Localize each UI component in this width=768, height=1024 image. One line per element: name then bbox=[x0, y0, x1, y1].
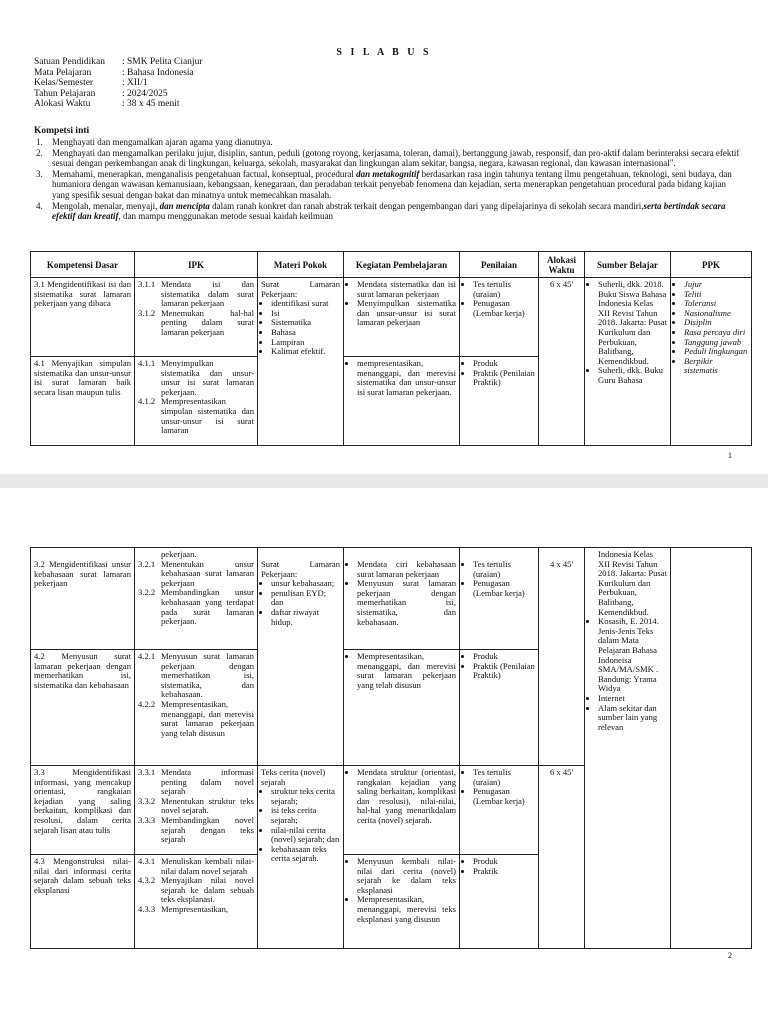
kegiatan-cell bbox=[344, 548, 460, 650]
ipk-cell bbox=[135, 278, 258, 357]
list-item: • Produk bbox=[473, 857, 535, 867]
kd-cell: 4.1 Menyajikan simpulan sistematika dan unsur-unsur isi surat lamaran baik secara lisan maupun tulis bbox=[31, 357, 135, 446]
kd-cell: 3.3 Mengidentifikasi informasi, yang mencakup orientasi, rangkaian kejadian yang saling berkaitan, komplikasi dan resolusi, dalam cerita sejarah lisan atau tulis bbox=[31, 766, 135, 855]
kegiatan-cell bbox=[344, 766, 460, 855]
ipk-code: 3.2.1 bbox=[138, 558, 156, 569]
kegiatan-cell bbox=[344, 357, 460, 446]
ki-text: Mengolah, menalar, menyaji, bbox=[52, 200, 160, 211]
ki-emphasis: dan mencipta bbox=[159, 200, 210, 211]
ipk-text: Menyusun surat lamaran pekerjaan dengan memerhatikan isi, sistematika, dan kebahasaan. bbox=[161, 651, 254, 700]
ki-number: 2. bbox=[36, 147, 43, 158]
alokasi-cell: 6 x 45' bbox=[539, 766, 585, 949]
ipk-text: Menemukan hal-hal penting dalam surat lamaran pekerjaan bbox=[161, 307, 254, 337]
ki-emphasis: serta bertindak secara efektif dan kreatif bbox=[52, 200, 726, 222]
identity-value: : 2024/2025 bbox=[122, 88, 168, 99]
ki-emphasis: dan metakognitif bbox=[356, 168, 420, 179]
materi-list bbox=[261, 579, 340, 627]
identity-value: : Bahasa Indonesia bbox=[122, 67, 194, 78]
penilaian-cell bbox=[460, 357, 539, 446]
penilaian-list bbox=[463, 280, 535, 318]
list-item: • Suherli, dkk. Buku Guru Bahasa bbox=[598, 366, 667, 385]
penilaian-list bbox=[463, 560, 535, 598]
identity-label: Mata Pelajaran bbox=[34, 67, 92, 78]
ipk-cell bbox=[135, 766, 258, 855]
list-item: • Toleransi bbox=[684, 299, 748, 309]
ki-item bbox=[36, 168, 744, 201]
ipk-cell bbox=[135, 855, 258, 949]
penilaian-list bbox=[463, 652, 535, 681]
materi-list bbox=[261, 787, 340, 864]
list-item: • Mendata struktur (orientasi, rangkaian kejadian yang saling berkaitan, komplikasi dan resolusi), nilai-nilai, hal-hal yang menarikdalam cerita (novel) sejarah. bbox=[357, 768, 456, 826]
ki-text: Memahami, menerapkan, menganalisis pengetahuan factual, konseptual, procedural bbox=[52, 168, 357, 179]
kd-cell: 3.1 Mengidentifikasi isi dan sistematika surat lamaran pekerjaan yang dibaca bbox=[31, 278, 135, 357]
list-item: • Penugasan (Lembar kerja) bbox=[473, 579, 535, 598]
identity-label: Alokasi Waktu bbox=[34, 99, 91, 110]
ipk-cell bbox=[135, 357, 258, 446]
ipk-text: Menentukan struktur teks novel sejarah. bbox=[161, 795, 254, 816]
list-item: • kebahasaan teks cerita sejarah. bbox=[271, 845, 340, 864]
list-item: • Penugasan (Lembar kerja) bbox=[473, 787, 535, 806]
ppk-list bbox=[674, 280, 748, 376]
list-item: • Kosasih, E. 2014. Jenis-Jenis Teks dalam Mata Pelajaran Bahasa Indoneisa SMA/MA/SMK . Bandung: Yrama Widya bbox=[598, 617, 667, 694]
header-penilaian: Penilaian bbox=[460, 252, 539, 278]
identity-label: Kelas/Semester bbox=[34, 78, 94, 89]
ipk-item bbox=[138, 797, 254, 816]
list-item: • Tes tertulis (uraian) bbox=[473, 280, 535, 299]
materi-intro: Surat Lamaran Pekerjaan: bbox=[261, 279, 340, 299]
ipk-item bbox=[138, 359, 254, 397]
ipk-item bbox=[138, 397, 254, 435]
sumber-cell bbox=[585, 278, 671, 446]
penilaian-list bbox=[463, 857, 535, 876]
list-item: • Peduli lingkungan bbox=[684, 347, 748, 357]
list-item: • Disiplin bbox=[684, 318, 748, 328]
list-item: • Jujur bbox=[684, 280, 748, 290]
list-item: • daftar riwayat hidup. bbox=[271, 608, 340, 627]
identity-label: Tahun Pelajaran bbox=[34, 88, 96, 99]
ipk-item bbox=[138, 560, 254, 589]
ipk-cell bbox=[135, 650, 258, 766]
list-item: • Praktik (Penilaian Praktik) bbox=[473, 369, 535, 388]
ipk-code: 4.2.2 bbox=[138, 698, 156, 709]
list-item: • Kalimat efektif. bbox=[271, 347, 340, 357]
document-title: S I L A B U S bbox=[336, 47, 432, 58]
page-number: 1 bbox=[728, 451, 732, 460]
ipk-text: pekerjaan. bbox=[161, 549, 197, 559]
identity-row bbox=[34, 89, 203, 100]
ipk-item bbox=[138, 652, 254, 700]
syllabus-table-page-1 bbox=[30, 251, 752, 446]
ipk-text: Mendata informasi penting dalam novel sejarah bbox=[161, 767, 254, 797]
table-row bbox=[31, 278, 752, 357]
ipk-text: Menuliskan kembali nilai-nilai dalam novel sejarah bbox=[161, 856, 254, 876]
sumber-continued: Indonesia Kelas XII Revisi Tahun 2018. Jakarta: Pusat Kurikulum dan Perbukuan, Balitbang, Kemendikbud. bbox=[598, 549, 667, 617]
identity-value: : SMK Pelita Cianjur bbox=[122, 57, 203, 67]
header-kegiatan: Kegiatan Pembelajaran bbox=[344, 252, 460, 278]
identity-value: : XII/1 bbox=[122, 78, 148, 89]
list-item: • Sistematika bbox=[271, 318, 340, 328]
ipk-text: Menyajikan nilai novel sejarah ke dalam sebuah teks eksplanasi. bbox=[161, 875, 254, 905]
list-item: • Berpikir sistematis bbox=[684, 357, 748, 376]
ipk-code: 3.2.2 bbox=[138, 587, 156, 598]
list-item: • identifikasi surat bbox=[271, 299, 340, 309]
ipk-code: 4.3.3 bbox=[138, 903, 156, 914]
kegiatan-list bbox=[347, 857, 456, 924]
list-item: • Mendata sistematika dan isi surat lamaran pekerjaan bbox=[357, 280, 456, 299]
materi-intro: Surat Lamaran Pekerjaan: bbox=[261, 559, 340, 579]
header-materi: Materi Pokok bbox=[258, 252, 344, 278]
ki-text: dalam ranah konkret dan ranah abstrak terkait dengan pengembangan dari yang dipelajarinya di sekolah secara mandiri, bbox=[209, 200, 644, 211]
ipk-code: 4.3.2 bbox=[138, 875, 156, 886]
penilaian-cell bbox=[460, 278, 539, 357]
list-item: • Suherli, dkk. 2018. Buku Siswa Bahasa Indonesia Kelas XII Revisi Tahun 2018. Jakarta: Pusat Kurikulum dan Perbukuan, Balitbang, Kemendikbud. bbox=[598, 280, 667, 366]
kegiatan-list bbox=[347, 359, 456, 397]
materi-cell bbox=[258, 766, 344, 949]
ipk-code: 3.3.2 bbox=[138, 795, 156, 806]
ipk-code: 4.3.1 bbox=[138, 856, 156, 866]
ipk-cell bbox=[135, 548, 258, 650]
header-sumber: Sumber Belajar bbox=[585, 252, 671, 278]
ipk-item bbox=[138, 309, 254, 338]
list-item: • unsur kebahasaan; bbox=[271, 579, 340, 589]
ipk-item bbox=[138, 280, 254, 309]
page-1 bbox=[0, 0, 768, 474]
ki-text: , dan mampu menggunakan metode sesuai kaidah keilmuan bbox=[118, 211, 333, 222]
list-item: • Menyimpulkan sistematika dan unsur-unsur isi surat lamaran pekerjaan bbox=[357, 299, 456, 328]
list-item: • Bahasa bbox=[271, 328, 340, 338]
kegiatan-cell bbox=[344, 855, 460, 949]
list-item: • struktur teks cerita sejarah; bbox=[271, 787, 340, 806]
list-item: • Internet bbox=[598, 694, 667, 704]
penilaian-cell bbox=[460, 766, 539, 855]
ipk-code: 3.1.2 bbox=[138, 307, 156, 318]
sumber-list bbox=[588, 617, 667, 732]
header-alokasi: Alokasi Waktu bbox=[539, 252, 585, 278]
ppk-cell bbox=[671, 548, 752, 949]
kd-cell: 3.2 Mengidentifikasi unsur kebahasaan surat lamaran pekerjaan bbox=[31, 548, 135, 650]
table-row bbox=[31, 548, 752, 650]
kd-cell: 4.2 Menyusun surat lamaran pekerjaan dengan memerhatikan isi, sistematika dan kebahasaan bbox=[31, 650, 135, 766]
header-ppk: PPK bbox=[671, 252, 752, 278]
list-item: • Mempresentasikan, menanggapi, merevisi teks eksplanasi yang disusun bbox=[357, 895, 456, 924]
ki-text: Menghayati dan mengamalkan perilaku jujur, disiplin, santun, peduli (gotong royong, kerjasama, toleran, damai), bertanggung jawab, responsif, dan pro-aktif dalam berinteraksi secara efektif sesuai dengan perkembangan anak di lingkungan, keluarga, sekolah, masyarakat dan lingkungan alam sekitar, bangsa, negara, kawasan regional, dan kawasan internasional". bbox=[52, 147, 740, 169]
ipk-text: Menyimpulkan sistematika dan unsur-unsur isi surat lamaran pekerjaan. bbox=[161, 358, 254, 397]
header-ipk: IPK bbox=[135, 252, 258, 278]
header-kd: Kompetensi Dasar bbox=[31, 252, 135, 278]
ipk-text: Mempresentasikan, menanggapi, dan merevisi surat lamaran pekerjaan yang telah disusun bbox=[161, 698, 254, 738]
materi-intro: Teks cerita (novel) sejarah bbox=[261, 767, 326, 787]
list-item: • Penugasan (Lembar kerja) bbox=[473, 299, 535, 318]
materi-cell bbox=[258, 278, 344, 446]
alokasi-cell: 4 x 45' bbox=[539, 548, 585, 766]
ki-heading: Kompetsi inti bbox=[34, 126, 90, 136]
ipk-item bbox=[138, 700, 254, 738]
ipk-code: 3.3.1 bbox=[138, 767, 156, 777]
ipk-text: Membandingkan unsur kebahasaan yang terdapat pada surat lamaran pekerjaan. bbox=[161, 587, 254, 627]
ipk-item bbox=[138, 816, 254, 845]
ki-item bbox=[36, 137, 744, 148]
kegiatan-list bbox=[347, 560, 456, 627]
list-item: • Mendata ciri kebahasaan surat lamaran pekerjaan bbox=[357, 560, 456, 579]
ipk-item bbox=[138, 905, 254, 915]
ipk-text: Membandingkan novel sejarah dengan teks sejarah bbox=[161, 814, 254, 845]
ipk-text: Mendata isi dan sistematika dalam surat lamaran pekerjaan bbox=[161, 279, 254, 309]
materi-cell bbox=[258, 548, 344, 766]
list-item: • Menyusun surat lamaran pekerjaan dengan memerhatikan isi, sistematika, dan kebahasaan. bbox=[357, 579, 456, 627]
identity-value: : 38 x 45 menit bbox=[122, 99, 180, 110]
ki-text: Menghayati dan mengamalkan ajaran agama yang dianutnya. bbox=[52, 137, 273, 147]
syllabus-table-page-2 bbox=[30, 547, 752, 949]
penilaian-list bbox=[463, 768, 535, 806]
alokasi-cell: 6 x 45' bbox=[539, 278, 585, 446]
ki-text: berdasarkan rasa ingin tahunya tentang ilmu pengetahuan, teknologi, seni budaya, dan humaniora dengan wawasan kemanusiaan, kebangsaan, kenegaraan, dan peradaban terkait penyebab fenomena dan kejadian, serta menerapkan pengetahuan procedural pada bidang kajian yang spesifik sesuai dengan bakat dan minatnya untuk memecahkan masalah. bbox=[52, 168, 732, 200]
ki-item bbox=[36, 147, 744, 169]
identity-row bbox=[34, 99, 203, 110]
penilaian-cell bbox=[460, 855, 539, 949]
ipk-code: 3.1.1 bbox=[138, 279, 156, 289]
ipk-code: 4.1.2 bbox=[138, 396, 156, 407]
kegiatan-list bbox=[347, 768, 456, 826]
page-number: 2 bbox=[728, 951, 732, 960]
list-item: • Lampiran bbox=[271, 338, 340, 348]
list-item: • Mempresentasikan, menanggapi, dan merevisi surat lamaran pekerjaan yang telah disusun bbox=[357, 652, 456, 690]
list-item: • nilai-nilai cerita (novel) sejarah; dan bbox=[271, 826, 340, 845]
ki-list bbox=[34, 137, 744, 222]
ipk-code: 3.3.3 bbox=[138, 814, 156, 825]
ipk-item bbox=[138, 588, 254, 626]
penilaian-cell bbox=[460, 650, 539, 766]
identity-row bbox=[34, 57, 203, 68]
identity-label: Satuan Pendidikan bbox=[34, 57, 105, 67]
ipk-text: Mempresentasikan, bbox=[161, 903, 229, 914]
materi-list bbox=[261, 299, 340, 357]
list-item: • Praktik (Penilaian Praktik) bbox=[473, 662, 535, 681]
list-item: • Tes tertulis (uraian) bbox=[473, 768, 535, 787]
list-item: • penulisan EYD; dan bbox=[271, 589, 340, 608]
ki-number: 3. bbox=[36, 168, 43, 179]
kegiatan-list bbox=[347, 652, 456, 690]
identity-block bbox=[34, 57, 203, 110]
ipk-text: Menentukan unsur kebahasaan surat lamaran pekerjaan bbox=[161, 558, 254, 588]
kegiatan-cell bbox=[344, 650, 460, 766]
list-item: • Teliti bbox=[684, 290, 748, 300]
table-header-row bbox=[31, 252, 752, 278]
ipk-text: Mempresentasikan simpulan sistematika dan unsur-unsur isi surat lamaran bbox=[161, 396, 254, 436]
list-item: • Produk bbox=[473, 359, 535, 369]
ipk-item bbox=[138, 857, 254, 876]
sumber-list bbox=[588, 280, 667, 386]
kegiatan-list bbox=[347, 280, 456, 328]
list-item: • Alam sekitar dan sumber lain yang relevan bbox=[598, 704, 667, 733]
list-item: • Tanggung jawab bbox=[684, 338, 748, 348]
ki-number: 4. bbox=[36, 200, 43, 211]
ipk-code: 4.1.1 bbox=[138, 358, 156, 368]
ppk-cell bbox=[671, 278, 752, 446]
penilaian-list bbox=[463, 359, 535, 388]
ki-number: 1. bbox=[36, 137, 43, 147]
list-item: • mempresentasikan, menanggapi, dan merevisi sistematika dan unsur-unsur isi surat lamaran pekerjaan. bbox=[357, 359, 456, 397]
kegiatan-cell bbox=[344, 278, 460, 357]
kd-cell: 4.3 Mengonstruksi nilai-nilai dari informasi cerita sejarah dalam sebuah teks eksplanasi bbox=[31, 855, 135, 949]
list-item: • Isi bbox=[271, 309, 340, 319]
list-item: • Praktik bbox=[473, 867, 535, 877]
ipk-item bbox=[138, 876, 254, 905]
ki-item bbox=[36, 200, 744, 222]
list-item: • Tes tertulis (uraian) bbox=[473, 560, 535, 579]
list-item: • isi teks cerita sejarah; bbox=[271, 806, 340, 825]
ipk-code: 4.2.1 bbox=[138, 651, 156, 661]
list-item: • Rasa percaya diri bbox=[684, 328, 748, 338]
identity-row bbox=[34, 68, 203, 79]
sumber-cell bbox=[585, 548, 671, 949]
identity-row bbox=[34, 78, 203, 89]
list-item: • Menyusun kembali nilai-nilai dari cerita (novel) sejarah ke dalam teks eksplanasi bbox=[357, 857, 456, 895]
ipk-item bbox=[138, 768, 254, 797]
penilaian-cell bbox=[460, 548, 539, 650]
list-item: • Produk bbox=[473, 652, 535, 662]
list-item: • Nasionalisme bbox=[684, 309, 748, 319]
